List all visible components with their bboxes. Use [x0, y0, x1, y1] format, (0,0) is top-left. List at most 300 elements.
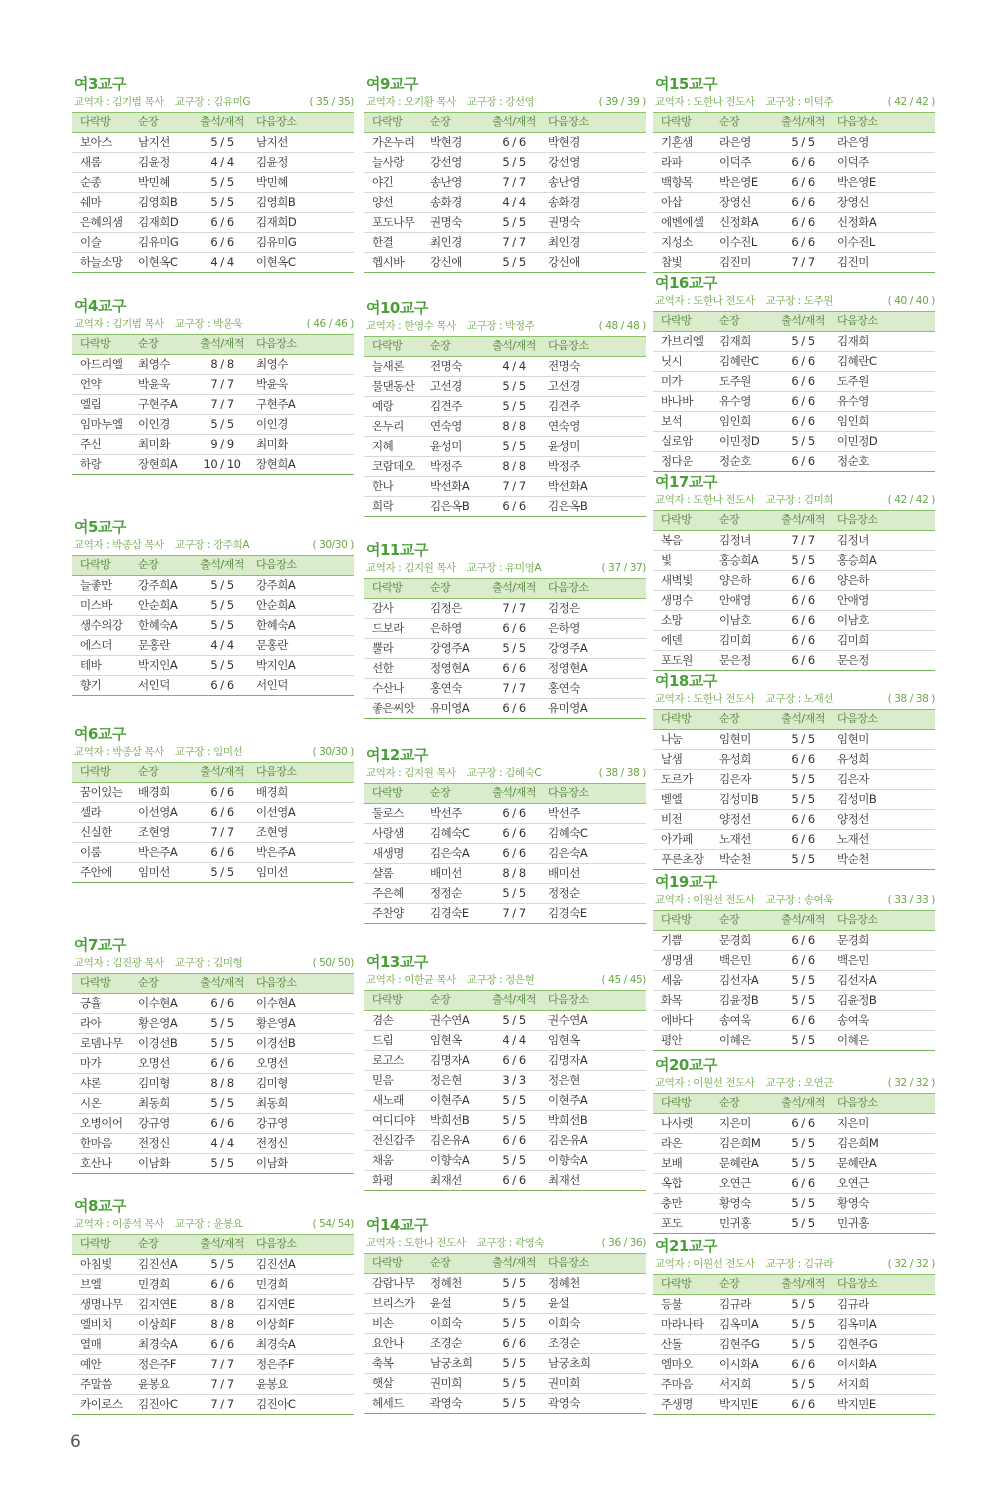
group-name: 날샘 [661, 752, 683, 766]
next-place: 김미형 [256, 1076, 288, 1090]
attendance-value: 5 / 5 [210, 1257, 234, 1271]
group-name: 아드리엘 [80, 357, 123, 371]
next-place: 강규영 [256, 1116, 288, 1130]
next-place: 이현주A [548, 1093, 588, 1107]
leader-name: 권수연A [430, 1013, 470, 1027]
group-name: 세움 [661, 973, 683, 987]
group-name: 드림 [372, 1033, 394, 1047]
leader-name: 최동희 [138, 1096, 170, 1110]
attendance-value: 8 / 8 [210, 1076, 234, 1090]
table-row [653, 1315, 935, 1335]
leader-name: 정순호 [719, 454, 751, 468]
leader-name: 김은옥B [430, 499, 470, 513]
next-place: 김재희D [256, 215, 297, 229]
attendance-value: 4 / 4 [502, 1033, 526, 1047]
district-leader-label: 교구장 : 송여욱 [765, 894, 834, 906]
next-place: 황은영A [256, 1016, 296, 1030]
next-place: 문경희 [837, 933, 869, 947]
attendance-value: 5 / 5 [791, 732, 815, 746]
pastor-label: 교역자 : 이한균 목사 [366, 974, 456, 986]
next-place: 김경숙E [548, 906, 587, 920]
district-title: 여16교구 [655, 274, 717, 292]
leader-name: 유성희 [719, 752, 751, 766]
leader-name: 김재희 [719, 334, 751, 348]
group-name: 늘사랑 [372, 155, 404, 169]
header-leader: 순장 [719, 1096, 740, 1109]
group-name: 소망 [661, 613, 683, 627]
group-name: 보아스 [80, 135, 112, 149]
table-header [364, 1253, 646, 1274]
leader-name: 강규영 [138, 1116, 170, 1130]
next-place: 김영희B [256, 195, 296, 209]
table-row [364, 253, 646, 273]
group-name: 하늘소망 [80, 255, 123, 269]
attendance-count: ( 30/30 ) [312, 746, 354, 758]
header-next-place: 다음장소 [256, 337, 297, 350]
header-group: 다락방 [80, 976, 111, 989]
district-leader-label: 교구장 : 정은현 [466, 974, 535, 986]
leader-name: 문경희 [719, 933, 751, 947]
next-place: 김지연E [256, 1297, 295, 1311]
next-place: 정은현 [548, 1073, 580, 1087]
next-place: 권명숙 [548, 215, 580, 229]
header-attendance: 출석/재적 [200, 115, 244, 128]
group-name: 순종 [80, 175, 102, 189]
info-separator [168, 318, 171, 330]
group-table [364, 112, 646, 273]
table-row [653, 830, 935, 850]
next-place: 박선주 [548, 806, 580, 820]
attendance-value: 5 / 5 [502, 1153, 526, 1167]
group-name: 벧엘 [661, 792, 683, 806]
next-place: 이선영A [256, 805, 296, 819]
next-place: 강선영 [548, 155, 580, 169]
header-leader: 순장 [430, 993, 451, 1006]
attendance-value: 6 / 6 [791, 374, 815, 388]
attendance-count: ( 46 / 46 ) [306, 318, 354, 330]
district-leader-label: 교구장 : 김미형 [174, 957, 243, 969]
table-row [653, 750, 935, 770]
group-name: 산돌 [661, 1337, 683, 1351]
table-row [364, 884, 646, 904]
table-row [364, 659, 646, 679]
group-name: 아침빛 [80, 1257, 112, 1271]
next-place: 홍승희A [837, 553, 877, 567]
leader-name: 남지선 [138, 135, 170, 149]
next-place: 정정순 [548, 886, 580, 900]
next-place: 지은미 [837, 1116, 869, 1130]
table-row [653, 531, 935, 551]
header-leader: 순장 [138, 976, 159, 989]
district-leader-label: 교구장 : 박윤욱 [174, 318, 243, 330]
district-title: 여11교구 [366, 541, 428, 559]
pastor-label: 교역자 : 김진광 목사 [74, 957, 164, 969]
group-table [72, 334, 354, 475]
table-header [653, 510, 935, 531]
district-block [72, 74, 354, 273]
leader-name: 박정주 [430, 459, 462, 473]
leader-name: 안애영 [719, 593, 751, 607]
attendance-value: 6 / 6 [791, 454, 815, 468]
next-place: 박민혜 [256, 175, 288, 189]
group-name: 푸른초장 [661, 852, 704, 866]
attendance-value: 5 / 5 [502, 155, 526, 169]
header-group: 다락방 [80, 115, 111, 128]
group-name: 지성소 [661, 235, 693, 249]
attendance-value: 5 / 5 [502, 1113, 526, 1127]
header-group: 다락방 [372, 1256, 403, 1269]
next-place: 김옥미A [837, 1317, 877, 1331]
next-place: 박희선B [548, 1113, 588, 1127]
table-row [653, 1114, 935, 1134]
table-row [364, 1274, 646, 1294]
table-header [364, 990, 646, 1011]
next-place: 박지인A [256, 658, 296, 672]
next-place: 박은주A [256, 845, 296, 859]
table-row [653, 591, 935, 611]
pastor-label: 교역자 : 이종석 목사 [74, 1218, 164, 1230]
info-separator [168, 746, 171, 758]
leader-name: 이남호 [719, 613, 751, 627]
leader-name: 김성미B [719, 792, 759, 806]
attendance-value: 6 / 6 [791, 354, 815, 368]
table-row [364, 397, 646, 417]
leader-name: 김선자A [719, 973, 759, 987]
next-place: 오연근 [837, 1176, 869, 1190]
leader-name: 이수현A [138, 996, 178, 1010]
table-row [72, 676, 354, 696]
next-place: 장영신 [837, 195, 869, 209]
next-place: 유성희 [837, 752, 869, 766]
group-name: 나사렛 [661, 1116, 693, 1130]
attendance-value: 6 / 6 [791, 215, 815, 229]
next-place: 양정선 [837, 812, 869, 826]
district-title: 여3교구 [74, 75, 126, 93]
table-row [364, 864, 646, 884]
group-name: 참빛 [661, 255, 683, 269]
attendance-value: 5 / 5 [502, 379, 526, 393]
leader-name: 김경숙E [430, 906, 469, 920]
next-place: 강영주A [548, 641, 588, 655]
table-row [364, 1051, 646, 1071]
attendance-value: 6 / 6 [791, 832, 815, 846]
group-name: 사랑샘 [372, 826, 404, 840]
group-name: 드보라 [372, 621, 404, 635]
district-block [72, 296, 354, 475]
district-leader-label: 교구장 : 김유미G [174, 96, 251, 108]
next-place: 김유미G [256, 235, 297, 249]
leader-name: 도주원 [719, 374, 751, 388]
district-leader-label: 교구장 : 강주희A [174, 539, 250, 551]
table-header [72, 334, 354, 355]
district-block [653, 273, 935, 472]
group-table [653, 910, 935, 1051]
next-place: 김견주 [548, 399, 580, 413]
district-leader-label: 교구장 : 박정주 [466, 320, 535, 332]
group-table [653, 112, 935, 273]
leader-name: 정은주F [138, 1357, 176, 1371]
attendance-value: 5 / 5 [210, 195, 234, 209]
attendance-value: 7 / 7 [502, 175, 526, 189]
table-row [653, 1214, 935, 1234]
district-leader-label: 교구장 : 유미영A [466, 562, 542, 574]
district-block [72, 724, 354, 883]
group-name: 아가페 [661, 832, 693, 846]
group-name: 비전 [661, 812, 683, 826]
table-row [72, 1134, 354, 1154]
attendance-value: 6 / 6 [210, 1277, 234, 1291]
pastor-label: 교역자 : 이원선 전도사 [655, 894, 755, 906]
leader-name: 오연근 [719, 1176, 751, 1190]
attendance-count: ( 30/30 ) [312, 539, 354, 551]
attendance-value: 6 / 6 [502, 1173, 526, 1187]
next-place: 김선자A [837, 973, 877, 987]
district-title: 여13교구 [366, 953, 428, 971]
next-place: 조경순 [548, 1336, 580, 1350]
table-row [72, 1114, 354, 1134]
table-row [364, 1394, 646, 1414]
leader-name: 정정순 [430, 886, 462, 900]
attendance-value: 6 / 6 [502, 826, 526, 840]
district-leader-label: 교구장 : 노재선 [765, 693, 834, 705]
group-name: 양선 [372, 195, 394, 209]
next-place: 김명자A [548, 1053, 588, 1067]
header-attendance: 출석/재적 [200, 976, 244, 989]
next-place: 박은영E [837, 175, 876, 189]
table-row [72, 213, 354, 233]
table-row [364, 417, 646, 437]
group-name: 복음 [661, 533, 683, 547]
attendance-value: 5 / 5 [502, 1093, 526, 1107]
leader-name: 최경숙A [138, 1337, 178, 1351]
info-separator [460, 562, 463, 574]
table-header [653, 910, 935, 931]
attendance-value: 6 / 6 [210, 235, 234, 249]
leader-name: 문홍란 [138, 638, 170, 652]
attendance-count: ( 37 / 37) [601, 562, 646, 574]
leader-name: 전명숙 [430, 359, 462, 373]
next-place: 김윤정B [837, 993, 877, 1007]
next-place: 민경희 [256, 1277, 288, 1291]
table-header [72, 762, 354, 783]
attendance-value: 5 / 5 [210, 1016, 234, 1030]
attendance-value: 6 / 6 [791, 933, 815, 947]
attendance-value: 6 / 6 [791, 1116, 815, 1130]
next-place: 문은정 [837, 653, 869, 667]
next-place: 김윤정 [256, 155, 288, 169]
table-row [72, 616, 354, 636]
attendance-value: 7 / 7 [210, 1377, 234, 1391]
group-name: 새롬 [80, 155, 102, 169]
leader-name: 은하영 [430, 621, 462, 635]
group-name: 브엘 [80, 1277, 102, 1291]
next-place: 김현주G [837, 1337, 878, 1351]
header-group: 다락방 [80, 558, 111, 571]
header-leader: 순장 [430, 339, 451, 352]
info-separator [759, 1077, 762, 1089]
attendance-value: 6 / 6 [210, 996, 234, 1010]
attendance-value: 5 / 5 [210, 135, 234, 149]
attendance-value: 6 / 6 [210, 1056, 234, 1070]
pastor-label: 교역자 : 박종삼 목사 [74, 539, 164, 551]
table-row [364, 1294, 646, 1314]
group-name: 코람데오 [372, 459, 415, 473]
next-place: 민귀홍 [837, 1216, 869, 1230]
leader-name: 박선화A [430, 479, 470, 493]
district-block [653, 74, 935, 273]
table-row [653, 810, 935, 830]
table-row [653, 372, 935, 392]
district-title: 여12교구 [366, 746, 428, 764]
next-place: 라은영 [837, 135, 869, 149]
group-name: 주말씀 [80, 1377, 112, 1391]
table-row [72, 233, 354, 253]
next-place: 서지희 [837, 1377, 869, 1391]
table-row [653, 1395, 935, 1415]
group-name: 햇살 [372, 1376, 394, 1390]
group-name: 믿음 [372, 1073, 394, 1087]
table-row [72, 823, 354, 843]
pastor-label: 교역자 : 이원선 전도사 [655, 1077, 755, 1089]
table-row [72, 435, 354, 455]
table-row [653, 233, 935, 253]
leader-name: 조경순 [430, 1336, 462, 1350]
group-table [364, 783, 646, 924]
group-name: 오병이어 [80, 1116, 123, 1130]
district-block [72, 935, 354, 1174]
table-row [72, 863, 354, 883]
table-row [653, 1375, 935, 1395]
leader-name: 홍승희A [719, 553, 759, 567]
next-place: 백은민 [837, 953, 869, 967]
attendance-value: 5 / 5 [502, 1276, 526, 1290]
group-name: 비손 [372, 1316, 394, 1330]
group-name: 아삽 [661, 195, 683, 209]
group-name: 주생명 [661, 1397, 693, 1411]
group-table [364, 990, 646, 1191]
next-place: 배경희 [256, 785, 288, 799]
group-name: 생명샘 [661, 953, 693, 967]
table-row [653, 412, 935, 432]
leader-name: 이남화 [138, 1156, 170, 1170]
district-info [653, 1075, 935, 1091]
group-name: 새벽빛 [661, 573, 693, 587]
next-place: 김진미 [837, 255, 869, 269]
table-row [364, 844, 646, 864]
header-next-place: 다음장소 [256, 1237, 297, 1250]
table-row [72, 173, 354, 193]
table-row [653, 1134, 935, 1154]
header-next-place: 다음장소 [256, 115, 297, 128]
attendance-value: 5 / 5 [210, 175, 234, 189]
leader-name: 민경희 [138, 1277, 170, 1291]
attendance-value: 5 / 5 [502, 1013, 526, 1027]
leader-name: 신정화A [719, 215, 759, 229]
table-row [72, 395, 354, 415]
group-name: 꿈이있는 [80, 785, 123, 799]
table-header [364, 783, 646, 804]
district-block [653, 872, 935, 1051]
next-place: 권수연A [548, 1013, 588, 1027]
table-row [364, 824, 646, 844]
header-next-place: 다음장소 [837, 314, 878, 327]
group-name: 향기 [80, 678, 102, 692]
leader-name: 배경희 [138, 785, 170, 799]
district-block [72, 1196, 354, 1415]
table-row [72, 1395, 354, 1415]
attendance-value: 6 / 6 [210, 1116, 234, 1130]
header-attendance: 출석/재적 [781, 1277, 825, 1290]
next-place: 남궁초희 [548, 1356, 591, 1370]
leader-name: 이인경 [138, 417, 170, 431]
header-attendance: 출석/재적 [200, 765, 244, 778]
table-row [364, 1334, 646, 1354]
header-attendance: 출석/재적 [200, 337, 244, 350]
group-name: 채움 [372, 1153, 394, 1167]
next-place: 한혜숙A [256, 618, 296, 632]
group-name: 카이로스 [80, 1397, 123, 1411]
group-name: 닛시 [661, 354, 683, 368]
attendance-value: 6 / 6 [791, 812, 815, 826]
group-name: 이슬 [80, 235, 102, 249]
next-place: 노재선 [837, 832, 869, 846]
leader-name: 안순희A [138, 598, 178, 612]
header-group: 다락방 [661, 712, 692, 725]
attendance-value: 6 / 6 [210, 215, 234, 229]
leader-name: 이희숙 [430, 1316, 462, 1330]
group-name: 로뎀나무 [80, 1036, 123, 1050]
header-leader: 순장 [430, 1256, 451, 1269]
leader-name: 김온유A [430, 1133, 470, 1147]
leader-name: 김혜란C [719, 354, 759, 368]
attendance-value: 6 / 6 [791, 1397, 815, 1411]
header-attendance: 출석/재적 [492, 1256, 536, 1269]
pastor-label: 교역자 : 김기범 목사 [74, 96, 164, 108]
table-row [653, 971, 935, 991]
table-row [653, 1335, 935, 1355]
table-row [72, 1315, 354, 1335]
table-row [364, 1151, 646, 1171]
next-place: 이경선B [256, 1036, 296, 1050]
attendance-value: 8 / 8 [502, 866, 526, 880]
group-name: 에바다 [661, 1013, 693, 1027]
table-row [72, 596, 354, 616]
district-leader-label: 교구장 : 임미선 [174, 746, 243, 758]
header-attendance: 출석/재적 [200, 558, 244, 571]
group-name: 전신갑주 [372, 1133, 415, 1147]
table-row [72, 843, 354, 863]
district-info [653, 691, 935, 707]
next-place: 최경숙A [256, 1337, 296, 1351]
header-attendance: 출석/재적 [200, 1237, 244, 1250]
group-name: 포도나무 [372, 215, 415, 229]
table-row [72, 153, 354, 173]
leader-name: 이향숙A [430, 1153, 470, 1167]
group-name: 언약 [80, 377, 102, 391]
attendance-value: 6 / 6 [502, 135, 526, 149]
table-row [364, 1131, 646, 1151]
leader-name: 장현희A [138, 457, 178, 471]
header-next-place: 다음장소 [837, 115, 878, 128]
next-place: 이남호 [837, 613, 869, 627]
leader-name: 라은영 [719, 135, 751, 149]
attendance-value: 5 / 5 [791, 973, 815, 987]
header-group: 다락방 [661, 1277, 692, 1290]
group-name: 에덴 [661, 633, 683, 647]
attendance-value: 6 / 6 [791, 593, 815, 607]
next-place: 연숙영 [548, 419, 580, 433]
leader-name: 김유미G [138, 235, 179, 249]
